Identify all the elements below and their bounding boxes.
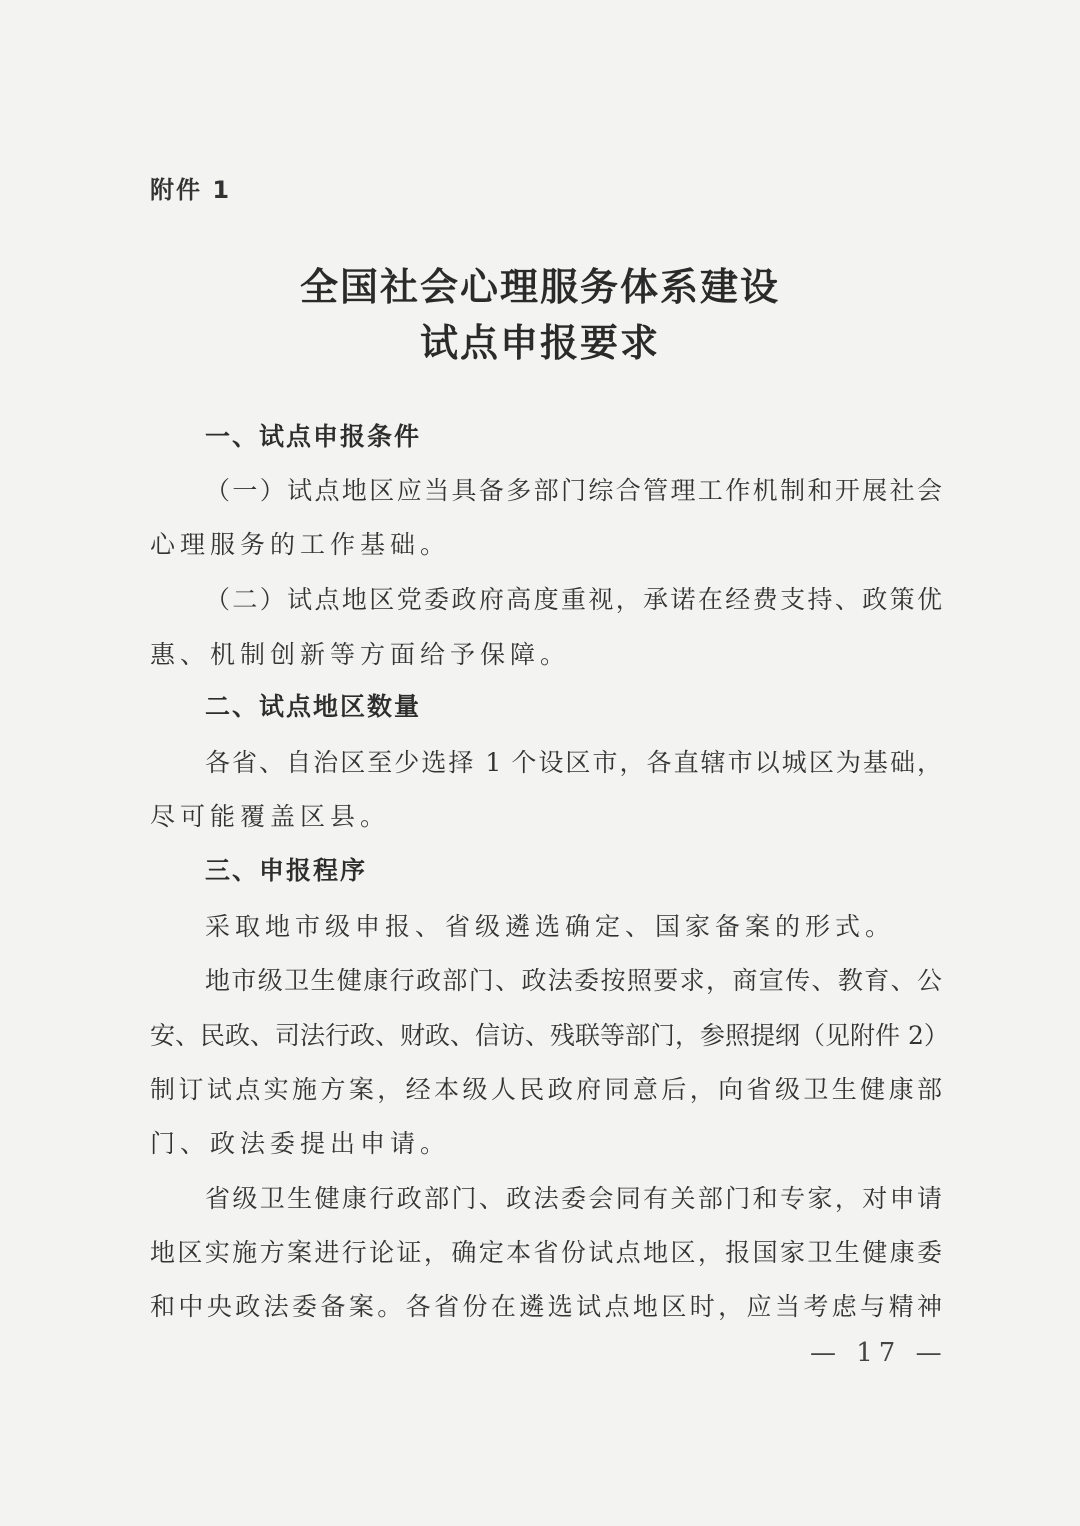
paragraph-line: 各省、自治区至少选择 1 个设区市，各直辖市以城区为基础， [205, 748, 942, 777]
paragraph-line: 地市级卫生健康行政部门、政法委按照要求，商宣传、教育、公 [205, 966, 942, 995]
paragraph-line: 省级卫生健康行政部门、政法委会同有关部门和专家，对申请 [205, 1184, 942, 1213]
paragraph-line: 采取地市级申报、省级遴选确定、国家备案的形式。 [205, 912, 896, 941]
attachment-label: 附件 1 [150, 176, 232, 204]
section-heading-3: 三、申报程序 [205, 856, 368, 885]
paragraph-line: 门、政法委提出申请。 [150, 1129, 451, 1158]
paragraph-line: 尽可能覆盖区县。 [150, 802, 391, 831]
section-heading-1: 一、试点申报条件 [205, 422, 422, 451]
paragraph-line: 制订试点实施方案，经本级人民政府同意后，向省级卫生健康部 [150, 1075, 942, 1104]
paragraph-line: 和中央政法委备案。各省份在遴选试点地区时，应当考虑与精神 [150, 1292, 942, 1321]
paragraph-line: 心理服务的工作基础。 [150, 530, 451, 559]
paragraph-line: （一）试点地区应当具备多部门综合管理工作机制和开展社会 [205, 476, 942, 505]
document-title-line2: 试点申报要求 [419, 320, 660, 365]
document-title-line1: 全国社会心理服务体系建设 [299, 264, 780, 309]
page-number: — 17 — [810, 1338, 948, 1368]
section-heading-2: 二、试点地区数量 [205, 692, 422, 721]
paragraph-line: 安、民政、司法行政、财政、信访、残联等部门，参照提纲（见附件 2） [150, 1021, 949, 1050]
paragraph-line: （二）试点地区党委政府高度重视，承诺在经费支持、政策优 [205, 585, 942, 614]
paragraph-line: 惠、机制创新等方面给予保障。 [150, 640, 571, 669]
paragraph-line: 地区实施方案进行论证，确定本省份试点地区，报国家卫生健康委 [150, 1238, 942, 1267]
